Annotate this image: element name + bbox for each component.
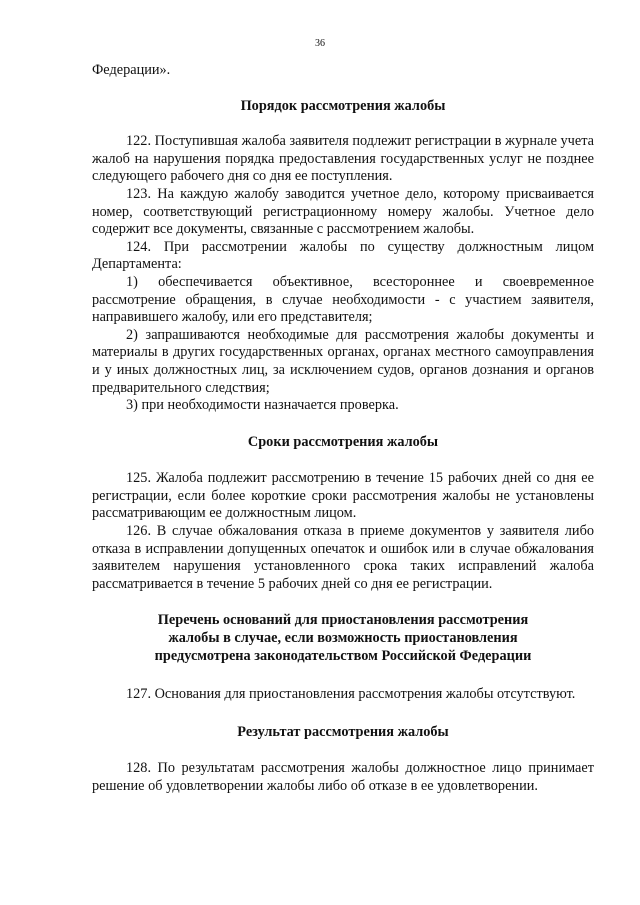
section-heading-line: жалобы в случае, если возможность приостановления (168, 630, 518, 647)
section-heading-review-result: Результат рассмотрения жалобы (237, 723, 449, 740)
paragraph-124-item-1: 1) обеспечивается объективное, всестороннее и своевременное рассмотрение обращения, в случае необходимости - с участием заявителя, направившего жалобу, или его представителя; (92, 273, 594, 326)
section-heading-review-procedure: Порядок рассмотрения жалобы (240, 97, 446, 114)
paragraph-124: 124. При рассмотрении жалобы по существу должностным лицом Департамента: (92, 238, 594, 273)
section-heading-suspension-grounds (92, 612, 594, 665)
paragraph-128: 128. По результатам рассмотрения жалобы должностное лицо принимает решение об удовлетворении жалобы либо об отказе в ее удовлетворении. (92, 760, 594, 794)
section-heading-line: предусмотрена законодательством Российской Федерации (154, 647, 532, 664)
paragraph-124-item-3: 3) при необходимости назначается проверка. (126, 397, 399, 414)
paragraph-122: 122. Поступившая жалоба заявителя подлежит регистрации в журнале учета жалоб на нарушения порядка предоставления государственных услуг не позднее следующего рабочего дня со дня ее поступления. (92, 133, 594, 185)
page-number: 36 (315, 38, 325, 49)
document-body (92, 62, 594, 796)
section-heading-review-terms: Сроки рассмотрения жалобы (247, 433, 439, 450)
paragraph-124-item-2: 2) запрашиваются необходимые для рассмотрения жалобы документы и материалы в других государственных органах, органах местного самоуправления и у иных должностных лиц, за исключением судов, органов дознания и органов предварительного следствия; (92, 326, 594, 396)
section-heading-line: Перечень оснований для приостановления рассмотрения (157, 612, 529, 629)
paragraph-126: 126. В случае обжалования отказа в приеме документов у заявителя либо отказа в исправлении допущенных опечаток и ошибок или в случае обжалования заявителем нарушения установленного срока таких исправлений жалоба рассматривается в течение 5 рабочих дней со дня ее регистрации. (92, 523, 594, 592)
paragraph-125: 125. Жалоба подлежит рассмотрению в течение 15 рабочих дней со дня ее регистрации, если более короткие сроки рассмотрения жалобы не установлены рассматривающим ее должностным лицом. (92, 470, 594, 522)
paragraph-123: 123. На каждую жалобу заводится учетное дело, которому присваивается номер, соответствующий регистрационному номеру жалобы. Учетное дело содержит все документы, связанные с рассмотрением жалобы. (92, 185, 594, 238)
lead-text: Федерации». (92, 62, 171, 78)
paragraph-127: 127. Основания для приостановления рассмотрения жалобы отсутствуют. (126, 686, 576, 703)
